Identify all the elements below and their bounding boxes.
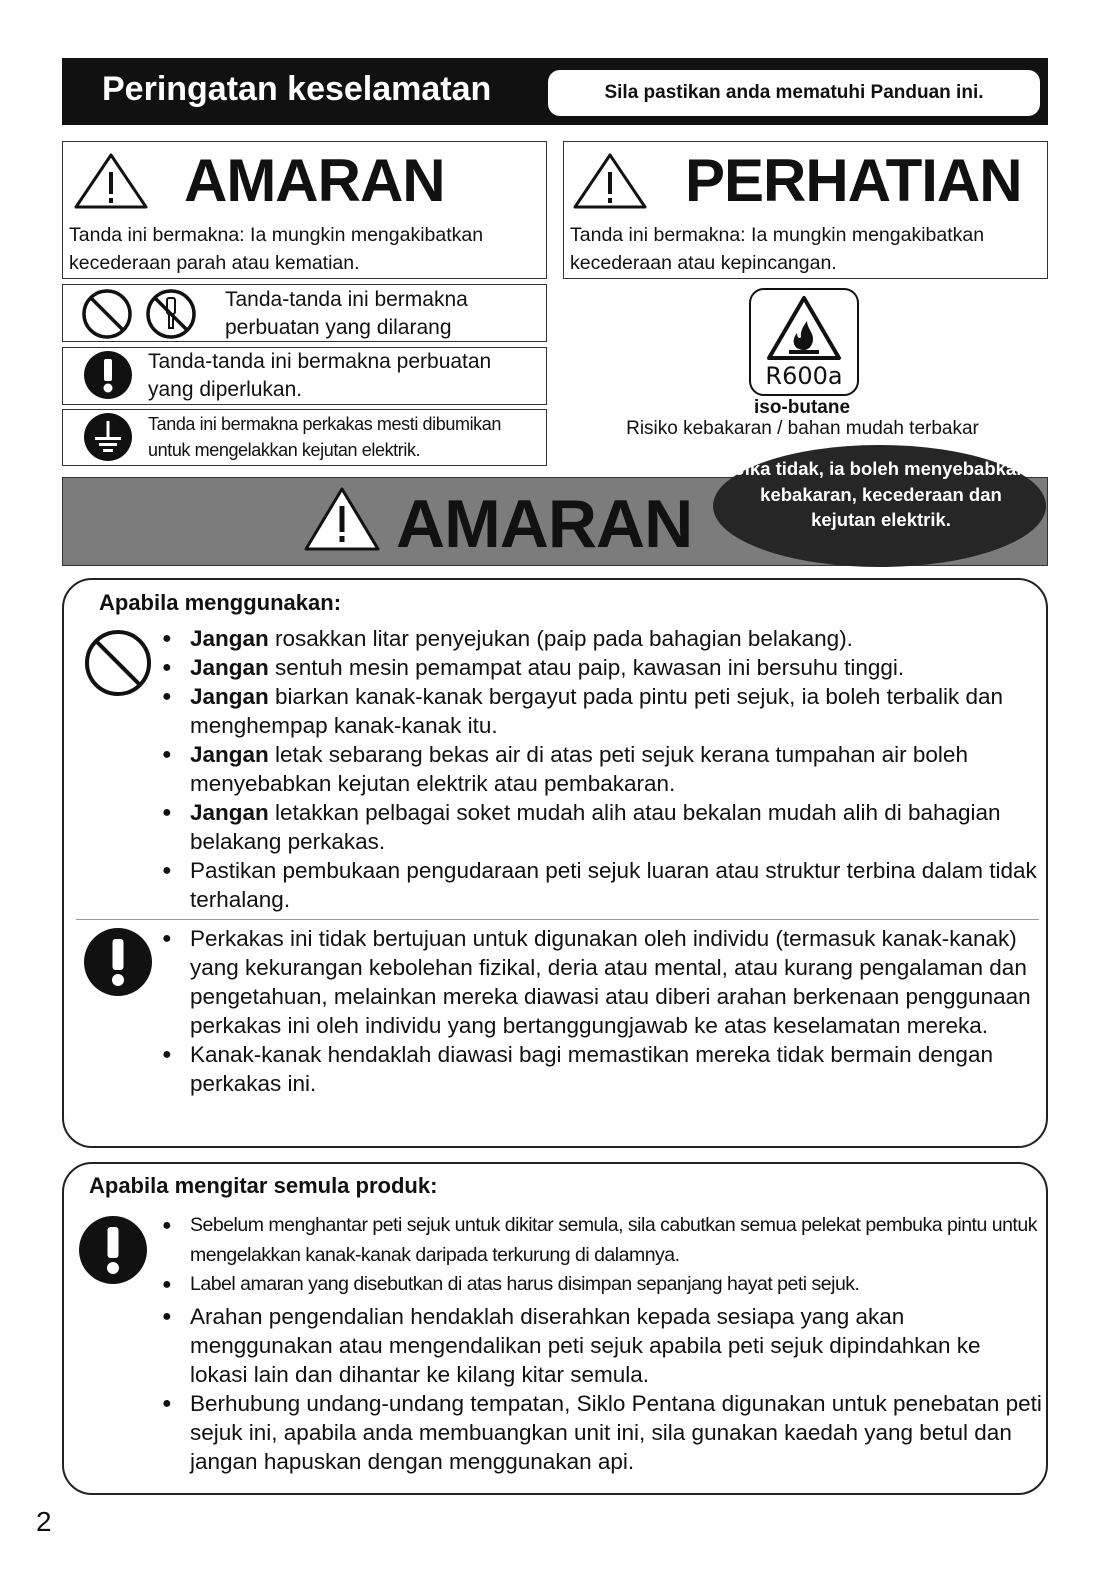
header-notice — [548, 70, 1040, 116]
warning-word: AMARAN — [184, 147, 445, 214]
list-item: ● Kanak-kanak hendaklah diawasi bagi memastikan mereka tidak bermain dengan perkakas ini. — [162, 1040, 1042, 1098]
warning-desc-line1: Tanda ini bermakna: Ia mungkin mengakibatkan — [69, 224, 484, 246]
prohibited-icon — [81, 288, 133, 340]
list-item: ● Arahan pengendalian hendaklah diserahkan kepada sesiapa yang akan menggunakan atau mengendalikan peti sejuk apabila peti sejuk dipindahkan ke lokasi lain dan dihantar ke kilang kitar semula. — [162, 1302, 1042, 1389]
refrigerant-code: R600a — [765, 362, 843, 390]
mandatory-exclamation-icon — [78, 1215, 148, 1285]
warning-triangle-icon — [73, 152, 149, 210]
list-item: ● Jangan letakkan pelbagai soket mudah alih atau bekalan mudah alih di bahagian belakang perkakas. — [162, 798, 1042, 856]
list-item: ● Pastikan pembukaan pengudaraan peti sejuk luaran atau struktur terbina dalam tidak terhalang. — [162, 856, 1042, 914]
list-item: ● Jangan biarkan kanak-kanak bergayut pada pintu peti sejuk, ia boleh terbalik dan menghempap kanak-kanak itu. — [162, 682, 1042, 740]
legend-ground-line1: Tanda ini bermakna perkakas mesti dibumikan — [148, 414, 501, 434]
page-number: 2 — [36, 1506, 52, 1537]
mandatory-exclamation-icon — [83, 927, 153, 997]
recycle-list — [162, 1302, 1042, 1476]
caution-word: PERHATIAN — [685, 147, 1022, 214]
prohibited-list — [162, 624, 1042, 914]
legend-prohibited-line2: perbuatan yang dilarang — [225, 316, 452, 339]
list-item: ● Sebelum menghantar peti sejuk untuk dikitar semula, sila cabutkan semua pelekat pembuka pintu untuk mengelakkan kanak-kanak daripada terkurung di dalamnya. — [162, 1211, 1042, 1270]
list-item: ● Berhubung undang-undang tempatan, Siklo Pentana digunakan untuk penebatan peti sejuk ini, apabila anda membuangkan unit ini, sila gunakan kaedah yang betul dan jangan hapuskan dengan menggunakan api. — [162, 1389, 1042, 1476]
list-item: ● Label amaran yang disebutkan di atas harus disimpan sepanjang hayat peti sejuk. — [162, 1270, 1042, 1300]
no-disassembly-icon — [145, 288, 197, 340]
warning-triangle-icon — [572, 152, 648, 210]
caution-desc-line2: kecederaan atau kepincangan. — [570, 252, 837, 274]
list-item: ● Perkakas ini tidak bertujuan untuk digunakan oleh individu (termasuk kanak-kanak) yang kekurangan kebolehan fizikal, deria atau mental, atau kurang pengalaman dan pengetahuan, melainkan mereka diawasi atau diberi arahan berkenaan penggunaan perkakas ini oleh individu yang bertanggungjawab ke atas keselamatan mereka. — [162, 924, 1042, 1040]
legend-prohibited-line1: Tanda-tanda ini bermakna — [225, 288, 468, 311]
section-when-recycling-title: Apabila mengitar semula produk: — [89, 1173, 438, 1198]
warning-triangle-icon — [303, 486, 381, 552]
legend-required-line2: yang diperlukan. — [148, 378, 303, 401]
refrigerant-risk: Risiko kebakaran / bahan mudah terbakar — [626, 418, 979, 439]
list-item: ● Jangan rosakkan litar penyejukan (paip pada bahagian belakang). — [162, 624, 1042, 653]
refrigerant-name: iso-butane — [753, 397, 851, 418]
consequence-text: Jika tidak, ia boleh menyebabkan kebakaran, kecederaan dan kejutan elektrik. — [734, 458, 1028, 530]
caution-desc-line1: Tanda ini bermakna: Ia mungkin mengakibatkan — [570, 224, 985, 246]
required-list — [162, 924, 1042, 1098]
legend-ground-line2: untuk mengelakkan kejutan elektrik. — [148, 440, 421, 460]
legend-required-line1: Tanda-tanda ini bermakna perbuatan — [148, 350, 492, 373]
list-item: ● Jangan sentuh mesin pemampat atau paip, kawasan ini bersuhu tinggi. — [162, 653, 1042, 682]
page-title: Peringatan keselamatan — [102, 70, 492, 108]
banner-warning-word: AMARAN — [396, 486, 693, 562]
recycle-list-notes — [162, 1211, 1042, 1300]
section-when-using-title: Apabila menggunakan: — [99, 590, 342, 615]
section-divider — [76, 919, 1039, 920]
warning-desc-line2: kecederaan parah atau kematian. — [69, 252, 360, 274]
header-notice-text: Sila pastikan anda mematuhi Panduan ini. — [604, 82, 984, 103]
list-item: ● Jangan letak sebarang bekas air di atas peti sejuk kerana tumpahan air boleh menyebabkan kejutan elektrik atau pembakaran. — [162, 740, 1042, 798]
ground-icon — [83, 412, 133, 462]
prohibited-icon — [83, 628, 153, 698]
mandatory-exclamation-icon — [83, 350, 133, 400]
